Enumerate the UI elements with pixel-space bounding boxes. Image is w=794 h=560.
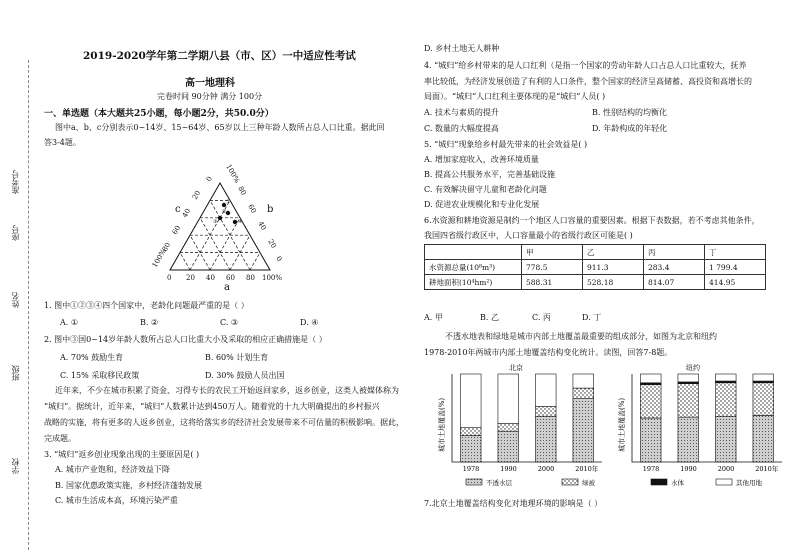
- legend-swatch-green: [562, 479, 578, 485]
- binding-margin: [0, 0, 36, 560]
- left-tick-40: 40: [180, 207, 193, 219]
- right-tick-0: 0: [274, 255, 284, 263]
- q1-option-c[interactable]: C. ③: [220, 318, 239, 327]
- bar-segment: [678, 374, 699, 382]
- table-cell: 283.4: [644, 260, 705, 275]
- section1-heading: 一、单选题（本大题共25小题，每小题2分，共50.0分）: [44, 109, 274, 119]
- table-cell: 528.18: [583, 275, 644, 290]
- land-cover-bar-charts: [426, 362, 790, 496]
- q6-line1: 6.水资源和耕地资源是制约一个地区人口容量的重要因素。根据下表数据，若不考虑其他条件，: [424, 216, 760, 225]
- x-tick-label: 1990: [680, 465, 697, 473]
- point-label-3: ③: [213, 219, 218, 225]
- q1-text: 1. 图中①②③④四个国家中，老龄化问题最严重的是（ ）: [44, 301, 249, 310]
- passage-line1: 近年来，不少在城市积累了资金、习得专长的农民工开始返回家乡，返乡创业，这类人被媒体称为: [55, 386, 399, 395]
- q4-option-b[interactable]: B. 性别结构的均衡化: [592, 108, 667, 117]
- q7-text: 7.北京土地覆盖结构变化对地理环境的影响是（ ）: [424, 499, 603, 508]
- q4-option-a[interactable]: A. 技术与素质的提升: [424, 108, 499, 117]
- resource-table: [424, 244, 766, 290]
- bar-segment: [535, 416, 556, 462]
- left-chart-title: 北京: [509, 364, 523, 372]
- bar-segment: [460, 436, 481, 462]
- legend-swatch-water: [651, 479, 667, 485]
- q1-option-a[interactable]: A. ①: [60, 318, 79, 327]
- q3-option-d[interactable]: D. 乡村土地无人耕种: [424, 44, 500, 53]
- q4-option-d[interactable]: D. 年龄构成的年轻化: [592, 124, 668, 133]
- table-cell: 778.5: [522, 260, 583, 275]
- bar-segment: [640, 374, 661, 383]
- table-row: [425, 275, 766, 290]
- right-tick-20: 20: [266, 238, 278, 250]
- bar-segment: [753, 374, 774, 381]
- table-header-cell: 乙: [583, 245, 644, 260]
- point-label-1: ①: [226, 199, 231, 205]
- axis-label-b: b: [267, 204, 274, 215]
- q1-option-b[interactable]: B. ②: [140, 318, 159, 327]
- intro-line2: 答3-4题。: [44, 138, 81, 147]
- table-cell: 588.31: [522, 275, 583, 290]
- q5-option-b[interactable]: B. 提高公共服务水平，完善基础设施: [424, 170, 555, 179]
- legend-swatch-impervious: [466, 479, 482, 485]
- bottom-tick-60: 60: [226, 274, 235, 282]
- bar-segment: [535, 374, 556, 407]
- left-tick-20: 20: [190, 189, 203, 201]
- bottom-tick-0: 0: [167, 274, 172, 282]
- bar-segment: [753, 415, 774, 462]
- bottom-tick-40: 40: [206, 274, 215, 282]
- bar-segment: [460, 374, 481, 428]
- table-header-cell: 甲: [522, 245, 583, 260]
- bar-segment: [678, 384, 699, 417]
- left-tick-100: 100%: [150, 247, 168, 269]
- x-tick-label: 2000: [717, 465, 735, 473]
- bar-segment: [573, 399, 594, 462]
- table-cell: 耕地面积(10⁴hm²): [425, 275, 522, 290]
- bottom-tick-100: 100%: [262, 274, 283, 282]
- point-label-2: ②: [222, 209, 227, 215]
- x-tick-label: 2000: [537, 465, 555, 473]
- q2-option-b[interactable]: B. 60% 计划生育: [205, 353, 269, 362]
- axis-label-c: c: [175, 204, 181, 215]
- point-3: [218, 216, 222, 220]
- point-4: [233, 220, 237, 224]
- intro-line1: 图中a、b、c分别表示0~14岁、15~64岁、65岁以上三种年龄人数所占总人口比重。据此回: [55, 123, 385, 132]
- q6-option-d[interactable]: D. 丁: [582, 313, 602, 322]
- bar-segment: [498, 423, 519, 431]
- exam-no-label: 准考号: [11, 170, 20, 194]
- q4-line2: 率比较低，为经济发展创造了有利的人口条件，整个国家的经济呈高储蓄、高投资和高增长的: [424, 77, 752, 86]
- legend-swatch-other: [716, 479, 732, 485]
- table-header-cell: 丁: [705, 245, 766, 260]
- triangle-grid: [180, 200, 260, 270]
- table-cell: 911.3: [583, 260, 644, 275]
- school-label: 学校: [11, 458, 20, 474]
- q4-line3: 局面）。“城归”人口红利主要体现的是“城归”人员( ): [424, 92, 606, 101]
- right-tick-60: 60: [246, 203, 258, 215]
- legend-label-impervious: 不透水层: [486, 479, 512, 487]
- bar-segment: [678, 417, 699, 462]
- left-tick-60: 60: [170, 224, 183, 236]
- exam-title: 2019-2020学年第二学期八县（市、区）一中适应性考试: [83, 50, 356, 62]
- q5-text: 5. “城归”现象给乡村最先带来的社会效益是( ): [424, 140, 588, 149]
- axis-label-a: a: [224, 282, 230, 290]
- q6-line2: 我国四省级行政区中，人口容量最小的省级行政区可能是( ): [424, 231, 633, 240]
- x-tick-label: 2010年: [575, 465, 599, 473]
- x-tick-label: 1978: [462, 465, 480, 473]
- table-header-cell: [425, 245, 522, 260]
- exam-info: 完卷时间 90分钟 满分 100分: [157, 92, 263, 101]
- bar-segment: [573, 374, 594, 388]
- q2-option-d[interactable]: D. 30% 鼓励人员出国: [205, 371, 285, 380]
- table-cell: 814.07: [644, 275, 705, 290]
- bar-segment: [573, 388, 594, 399]
- bar-segment: [715, 383, 736, 416]
- legend-label-other: 其他用地: [736, 479, 762, 487]
- exam-subtitle: 高一地理科: [185, 78, 235, 89]
- bar-segment: [640, 418, 661, 462]
- q5-option-c[interactable]: C. 有效解决留守儿童和老龄化问题: [424, 185, 547, 194]
- passage2-line2: 1978-2010年两城市内部土地覆盖结构变化统计。读图，回答7-8题。: [424, 348, 673, 357]
- q2-option-a[interactable]: A. 70% 鼓励生育: [60, 353, 124, 362]
- point-label-4: ④: [238, 219, 243, 225]
- bottom-tick-80: 80: [246, 274, 255, 282]
- left-tick-80: 80: [160, 241, 173, 253]
- left-chart-ylabel: 城市土地覆盖(%): [438, 397, 446, 452]
- x-tick-label: 2010年: [755, 465, 779, 473]
- q5-option-a[interactable]: A. 增加家庭收入，改善环境质量: [424, 155, 539, 164]
- q6-option-a[interactable]: A. 甲: [424, 313, 443, 322]
- q3-text: 3. “城归”返乡创业现象出现的主要原因是( ): [44, 450, 200, 459]
- q3-option-a[interactable]: A. 城市产业饱和，经济效益下降: [55, 465, 170, 474]
- legend-label-water: 水体: [671, 479, 684, 487]
- q1-option-d[interactable]: D. ④: [300, 318, 319, 327]
- bar-segment: [535, 407, 556, 417]
- bar-segment: [715, 416, 736, 462]
- table-cell: 水资源总量(10⁸m³): [425, 260, 522, 275]
- right-chart-title: 纽约: [686, 364, 700, 372]
- bar-segment: [715, 374, 736, 381]
- legend-label-green: 绿被: [582, 479, 595, 487]
- q2-text: 2. 图中③国0~14岁年龄人数所占总人口比重大小及采取的相应正确措施是（ ）: [44, 335, 327, 344]
- seat-label: 座号: [11, 225, 20, 241]
- q6-option-b[interactable]: B. 乙: [480, 313, 499, 322]
- q4-line1: 4. “城归”给乡村带来的是人口红利（是指一个国家的劳动年龄人口占总人口比重较大，抚养: [424, 61, 747, 70]
- table-header-row: [425, 245, 766, 260]
- table-cell: 414.95: [705, 275, 766, 290]
- table-row: [425, 260, 766, 275]
- q4-option-c[interactable]: C. 数量的大幅度提高: [424, 124, 499, 133]
- x-tick-label: 1978: [642, 465, 660, 473]
- right-chart-ylabel: 城市土地覆盖(%): [618, 397, 626, 452]
- bottom-tick-20: 20: [186, 274, 195, 282]
- table-header-cell: 丙: [644, 245, 705, 260]
- right-tick-80: 80: [236, 185, 248, 197]
- passage-line3: 战略的实施，将有更多的人返乡创业，这将给落实乡的经济社会发展带来不可估量的积极影响。据此，: [44, 418, 404, 427]
- triangle-outline: [170, 183, 270, 270]
- q5-option-d[interactable]: D. 促进农业规模化和专业化发展: [424, 200, 540, 209]
- passage-line4: 完成题。: [44, 434, 76, 443]
- q6-option-c[interactable]: C. 丙: [532, 313, 551, 322]
- right-tick-40: 40: [256, 220, 268, 232]
- binding-line: [28, 60, 29, 550]
- bar-segment: [460, 428, 481, 436]
- right-tick-100: 100%: [224, 163, 242, 185]
- x-tick-label: 1990: [500, 465, 517, 473]
- passage-line2: “城归”。据统计，近年来，“城归”人数累计达到450万人。随着党的十九大明确提出的乡村振兴: [44, 402, 380, 411]
- bar-segment: [498, 374, 519, 423]
- q3-option-b[interactable]: B. 国家优惠政策实施，乡村经济蓬勃发展: [55, 481, 202, 490]
- passage2-line1: 不透水地表和绿地是城市内部土地覆盖最重要的组成部分，如图为北京和纽约: [445, 332, 717, 341]
- bar-segment: [753, 383, 774, 416]
- name-label: 姓名: [11, 292, 20, 308]
- bar-segment: [498, 431, 519, 462]
- q3-option-c[interactable]: C. 城市生活成本高，环境污染严重: [55, 496, 178, 505]
- q2-option-c[interactable]: C. 15% 采取移民政策: [60, 371, 140, 380]
- class-label: 班级: [11, 365, 20, 381]
- ternary-diagram: [150, 160, 310, 290]
- left-tick-0: 0: [204, 175, 214, 183]
- bar-segment: [640, 385, 661, 418]
- table-cell: 1 799.4: [705, 260, 766, 275]
